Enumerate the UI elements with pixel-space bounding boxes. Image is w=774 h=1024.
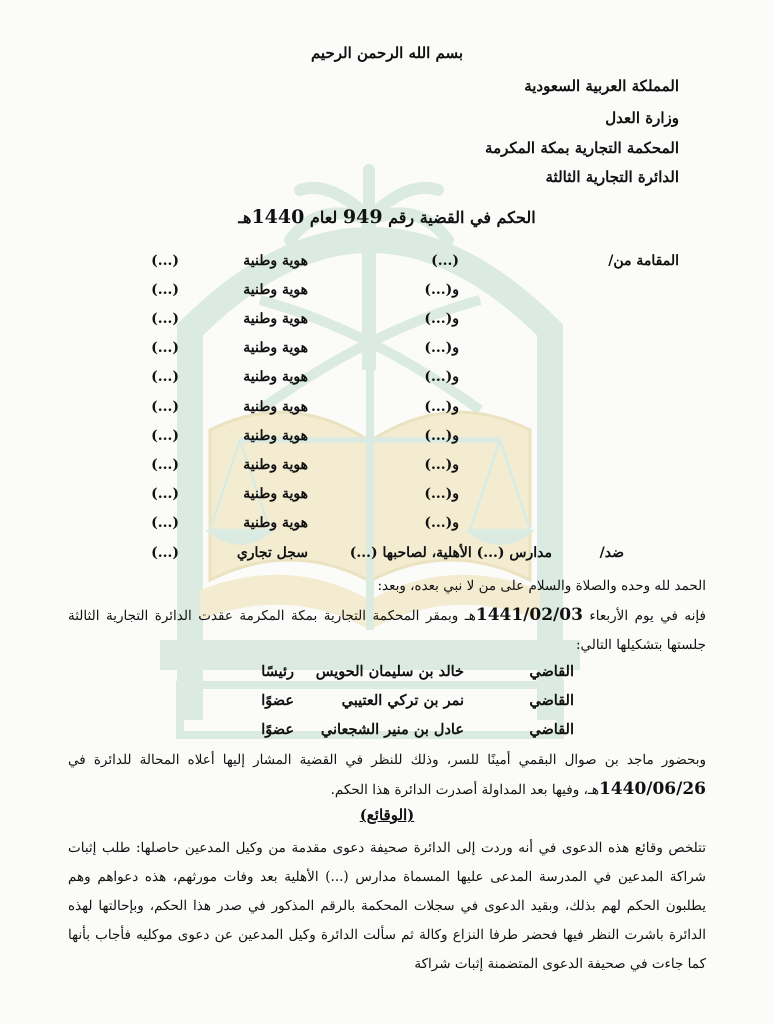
- plaintiff-name: و(...): [424, 311, 459, 327]
- judge-role: رئيسًا: [261, 663, 294, 680]
- ministry-name: وزارة العدل: [605, 109, 679, 127]
- opening-paragraph: الحمد لله وحده والصلاة والسلام على من لا نبي بعده، وبعد:: [377, 578, 706, 594]
- session-text-end: هـ وبمقر المحكمة التجارية بمكة المكرمة عقدت الدائرة التجارية الثالثة جلستها بتشكيلها التالي:: [68, 608, 706, 653]
- plaintiff-row: [0, 428, 774, 450]
- defendant-id-number: (...): [151, 545, 179, 561]
- plaintiff-id-type: هوية وطنية: [243, 515, 308, 531]
- attendance-text-start: وبحضور ماجد بن صوال البقمي أمينًا للسر، وذلك للنظر في القضية المشار إليها أعلاه المحالة للدائرة في: [68, 752, 706, 768]
- judge-title: القاضي: [529, 663, 574, 680]
- plaintiff-id-type: هوية وطنية: [243, 253, 308, 269]
- judge-name: خالد بن سليمان الحويس: [315, 663, 464, 680]
- plaintiff-id-type: هوية وطنية: [243, 282, 308, 298]
- judge-name: نمر بن تركي العتيبي: [341, 692, 464, 709]
- judge-title: القاضي: [529, 721, 574, 738]
- court-name: المحكمة التجارية بمكة المكرمة: [485, 139, 679, 157]
- judge-role: عضوًا: [261, 692, 294, 709]
- plaintiff-row: [0, 515, 774, 537]
- case-title: [0, 206, 774, 228]
- case-year: 1440: [251, 206, 305, 228]
- plaintiff-id-number: (...): [151, 340, 179, 356]
- plaintiff-name: و(...): [424, 340, 459, 356]
- defendant-name: مدارس (...) الأهلية، لصاحبها (...): [349, 545, 552, 561]
- session-date: 1441/02/03: [475, 605, 583, 625]
- plaintiff-row: [0, 399, 774, 421]
- plaintiff-id-type: هوية وطنية: [243, 369, 308, 385]
- judge-name: عادل بن منير الشجعاني: [320, 721, 464, 738]
- plaintiff-row: [0, 486, 774, 508]
- plaintiff-row: [0, 457, 774, 479]
- facts-heading-text: (الوقائع): [359, 806, 415, 824]
- plaintiff-id-type: هوية وطنية: [243, 311, 308, 327]
- basmala: بسم الله الرحمن الرحيم: [310, 44, 464, 62]
- plaintiff-id-number: (...): [151, 369, 179, 385]
- case-year-word: لعام: [309, 208, 338, 227]
- defendant-id-type: سجل تجاري: [236, 545, 308, 561]
- plaintiff-row: [0, 282, 774, 304]
- plaintiff-id-number: (...): [151, 457, 179, 473]
- plaintiff-row: [0, 311, 774, 333]
- plaintiff-row: [0, 340, 774, 362]
- plaintiff-id-number: (...): [151, 253, 179, 269]
- plaintiff-id-type: هوية وطنية: [243, 428, 308, 444]
- defendant-row: [0, 545, 774, 567]
- session-paragraph: [68, 601, 706, 660]
- attendance-paragraph: [68, 746, 706, 805]
- plaintiff-row: [0, 253, 774, 275]
- attendance-text-end: هـ، وفيها بعد المداولة أصدرت الدائرة هذا الحكم.: [330, 782, 599, 798]
- plaintiff-id-type: هوية وطنية: [243, 399, 308, 415]
- plaintiff-name: و(...): [424, 486, 459, 502]
- plaintiff-name: و(...): [424, 369, 459, 385]
- plaintiff-name: و(...): [424, 282, 459, 298]
- kingdom-name: المملكة العربية السعودية: [524, 77, 679, 95]
- judge-title: القاضي: [529, 692, 574, 709]
- defendant-label: ضد/: [599, 545, 624, 561]
- plaintiff-id-number: (...): [151, 515, 179, 531]
- plaintiff-id-number: (...): [151, 486, 179, 502]
- plaintiff-id-number: (...): [151, 399, 179, 415]
- plaintiff-name: و(...): [424, 428, 459, 444]
- plaintiff-id-number: (...): [151, 282, 179, 298]
- plaintiff-name: (...): [431, 253, 459, 269]
- facts-paragraph: تتلخص وقائع هذه الدعوى في أنه وردت إلى الدائرة صحيفة دعوى مقدمة من وكيل المدعين حاصلها: طلب إثبات شراكة المدعين في المدرسة المدعى عليها المسماة مدارس (...) الأهلية بعد وفات مورثهم، هذه دعواهم وهم يطلبون الحكم لهم بذلك، وبقيد الدعوى في سجلات المحكمة بالرقم المذكور في صدر هذا الحكم، وبإحالتها لهذه الدائرة باشرت النظر فيها فحضر طرفا النزاع وكالة ثم سألت الدائرة وكيل المدعين عن دعوى موكليه فأجاب بأنها كما جاءت في صحيفة الدعوى المتضمنة إثبات شراكة: [68, 840, 706, 972]
- plaintiff-id-type: هوية وطنية: [243, 340, 308, 356]
- plaintiff-row: [0, 369, 774, 391]
- case-year-suffix: هـ: [238, 208, 252, 227]
- plaintiff-name: و(...): [424, 399, 459, 415]
- circuit-name: الدائرة التجارية الثالثة: [545, 168, 679, 186]
- case-number: 949: [342, 206, 383, 228]
- session-text-start: فإنه في يوم الأربعاء: [589, 608, 706, 624]
- facts-heading: [0, 806, 774, 824]
- case-title-prefix: الحكم في القضية رقم: [388, 208, 536, 227]
- judge-role: عضوًا: [261, 721, 294, 738]
- plaintiff-name: و(...): [424, 515, 459, 531]
- referral-date: 1440/06/26: [598, 779, 706, 799]
- plaintiff-id-number: (...): [151, 311, 179, 327]
- plaintiffs-label: المقامة من/: [608, 253, 679, 269]
- plaintiff-id-type: هوية وطنية: [243, 457, 308, 473]
- plaintiff-id-number: (...): [151, 428, 179, 444]
- plaintiff-id-type: هوية وطنية: [243, 486, 308, 502]
- plaintiff-name: و(...): [424, 457, 459, 473]
